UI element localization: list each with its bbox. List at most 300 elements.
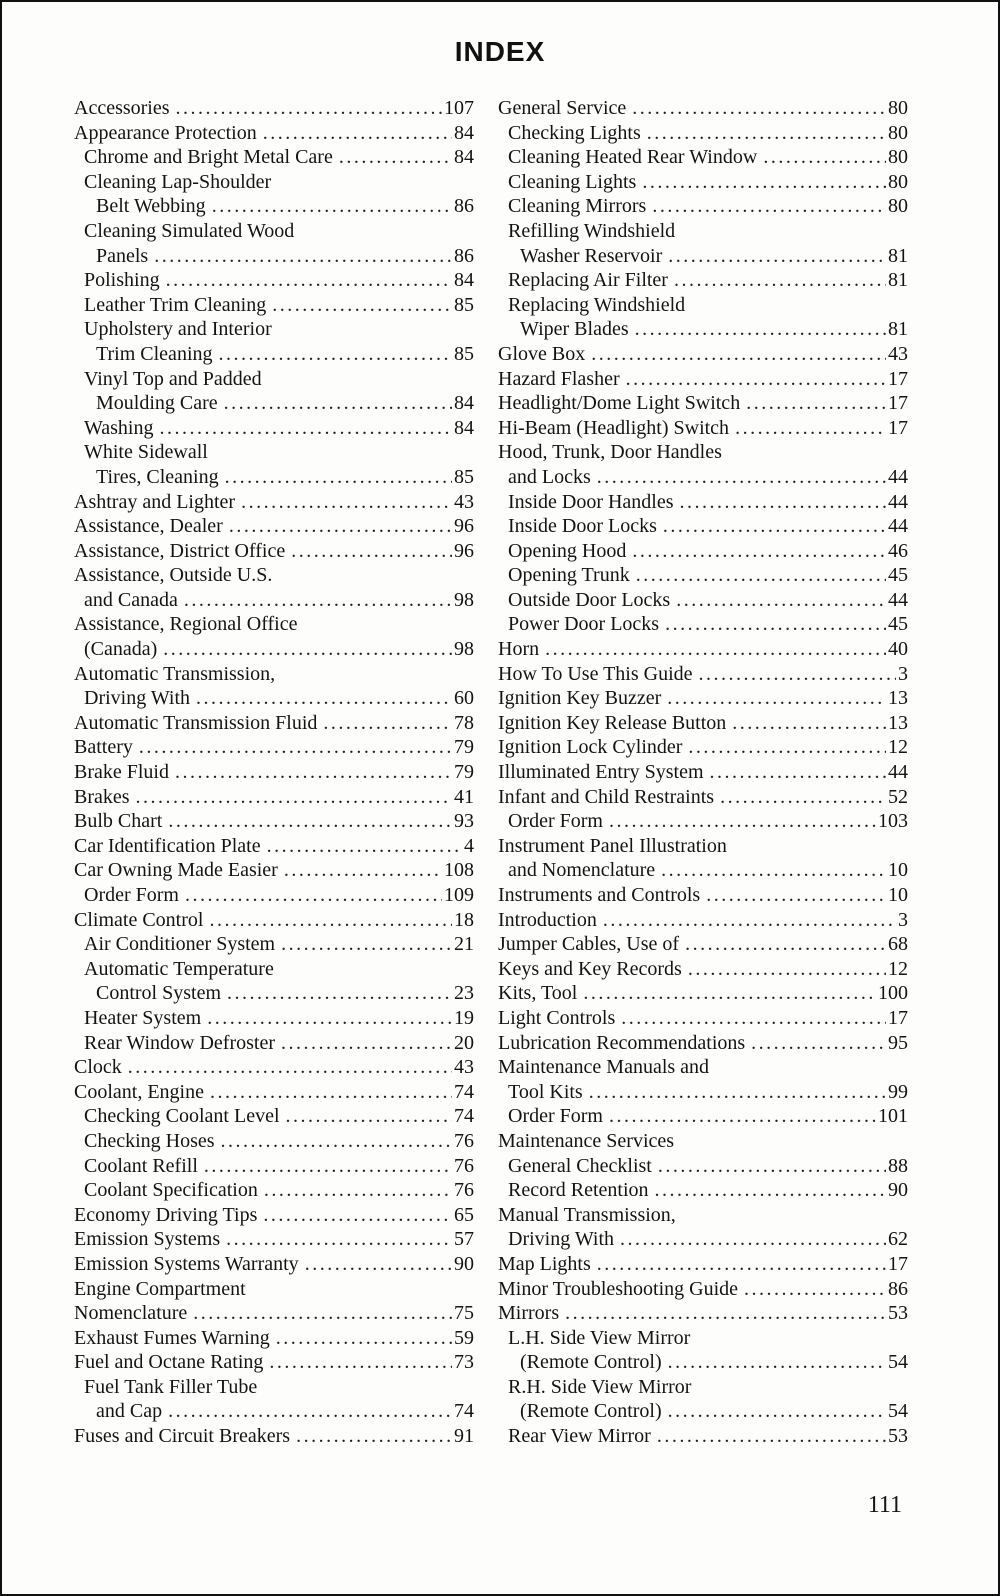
index-entry-page: 101 — [878, 1105, 908, 1128]
dot-leader — [589, 1080, 886, 1105]
index-entry — [74, 440, 474, 465]
index-entry-label: Climate Control — [74, 908, 204, 931]
index-entry — [498, 686, 908, 711]
index-entry — [74, 1129, 474, 1154]
index-entry-label: General Service — [498, 97, 627, 119]
index-entry-page: 81 — [888, 318, 908, 341]
index-entry-page: 13 — [888, 711, 908, 734]
index-entry — [498, 1080, 908, 1105]
index-entry-page: 44 — [888, 465, 908, 488]
index-entry-label: Fuses and Circuit Breakers — [74, 1425, 291, 1448]
dot-leader — [136, 785, 452, 810]
index-entry-label: Rear Window Defroster — [84, 1031, 275, 1054]
index-entry-page: 53 — [888, 1302, 908, 1325]
index-entry-label: Automatic Transmission, — [74, 662, 276, 685]
index-entry-page: 74 — [454, 1105, 474, 1128]
index-entry — [74, 145, 474, 170]
index-entry — [498, 1154, 908, 1179]
index-entry-label: Order Form — [508, 810, 603, 833]
index-entry-page: 74 — [454, 1080, 474, 1103]
dot-leader — [224, 391, 452, 416]
index-entry-label: Mirrors — [498, 1302, 560, 1325]
index-entry-page: 13 — [888, 687, 908, 710]
index-entry-label: Economy Driving Tips — [74, 1203, 258, 1226]
dot-leader — [597, 1252, 886, 1277]
index-entry — [498, 367, 908, 392]
index-entry-label: Washer Reservoir — [520, 244, 663, 267]
index-entry — [498, 1277, 908, 1302]
index-entry-label: Rear View Mirror — [508, 1425, 651, 1448]
index-entry-label: Driving With — [508, 1228, 615, 1251]
dot-leader — [720, 785, 886, 810]
dot-leader — [609, 1104, 876, 1129]
index-entry — [74, 637, 474, 662]
index-entry — [498, 760, 908, 785]
index-entry-label: Keys and Key Records — [498, 957, 682, 980]
index-entry-label: Fuel Tank Filler Tube — [84, 1375, 258, 1398]
dot-leader — [269, 1350, 452, 1375]
index-entry — [74, 957, 474, 982]
dot-leader — [284, 858, 442, 883]
dot-leader — [281, 932, 452, 957]
index-entry — [498, 932, 908, 957]
dot-leader — [668, 1399, 886, 1424]
index-entry-page: 98 — [454, 638, 474, 661]
index-entry — [498, 785, 908, 810]
dot-leader — [674, 268, 886, 293]
index-entry-label: L.H. Side View Mirror — [508, 1326, 691, 1349]
index-entry-label: (Remote Control) — [520, 1351, 662, 1374]
index-entry-label: Glove Box — [498, 342, 586, 365]
index-entry-label: Hi-Beam (Headlight) Switch — [498, 416, 730, 439]
index-entry-label: Trim Cleaning — [96, 342, 213, 365]
index-entry-page: 96 — [454, 515, 474, 538]
index-entry-page: 88 — [888, 1154, 908, 1177]
index-entry-page: 74 — [454, 1400, 474, 1423]
dot-leader — [281, 1031, 452, 1056]
index-entry-page: 54 — [888, 1400, 908, 1423]
dot-leader — [699, 662, 896, 687]
index-entry-page: 43 — [888, 342, 908, 365]
index-entry — [74, 1006, 474, 1031]
dot-leader — [657, 1424, 886, 1449]
index-entry — [498, 268, 908, 293]
index-entry — [74, 981, 474, 1006]
dot-leader — [168, 809, 452, 834]
index-entry — [74, 662, 474, 687]
index-entry-label: Checking Hoses — [84, 1129, 215, 1152]
dot-leader — [219, 342, 453, 367]
index-entry-page: 86 — [454, 195, 474, 218]
dot-leader — [735, 416, 886, 441]
dot-leader — [176, 96, 442, 121]
index-entry — [498, 219, 908, 244]
index-entry — [74, 96, 474, 121]
index-entry-label: Battery — [74, 736, 133, 759]
index-entry-page: 41 — [454, 785, 474, 808]
index-entry — [498, 1031, 908, 1056]
index-entry-label: Coolant Specification — [84, 1179, 258, 1202]
index-entry-page: 96 — [454, 539, 474, 562]
index-entry-page: 85 — [454, 293, 474, 316]
index-entry — [74, 342, 474, 367]
dot-leader — [667, 686, 886, 711]
index-entry-label: Horn — [498, 638, 540, 661]
index-entry-label: Assistance, Regional Office — [74, 613, 298, 636]
index-entry-label: Coolant Refill — [84, 1154, 198, 1177]
index-entry-label: Automatic Temperature — [84, 957, 274, 980]
dot-leader — [609, 809, 876, 834]
dot-leader — [267, 834, 462, 859]
index-entry-page: 91 — [454, 1425, 474, 1448]
dot-leader — [166, 268, 452, 293]
index-entry — [74, 268, 474, 293]
index-entry — [74, 514, 474, 539]
index-entry-page: 76 — [454, 1129, 474, 1152]
index-entry-page: 73 — [454, 1351, 474, 1374]
index-entry — [74, 367, 474, 392]
dot-leader — [184, 588, 452, 613]
dot-leader — [209, 908, 452, 933]
dot-leader — [296, 1424, 452, 1449]
index-entry-label: Checking Lights — [508, 121, 641, 144]
dot-leader — [763, 145, 886, 170]
dot-leader — [732, 711, 886, 736]
index-entry-label: Air Conditioner System — [84, 933, 276, 956]
index-entry-page: 40 — [888, 638, 908, 661]
index-entry — [74, 858, 474, 883]
dot-leader — [241, 490, 452, 515]
index-entry-label: Maintenance Services — [498, 1129, 675, 1152]
index-entry-label: Infant and Child Restraints — [498, 785, 715, 808]
index-entry-label: Emission Systems Warranty — [74, 1252, 299, 1275]
dot-leader — [185, 883, 442, 908]
dot-leader — [635, 317, 886, 342]
index-entry-page: 93 — [454, 810, 474, 833]
index-entry — [498, 1375, 908, 1400]
index-entry-label: Upholstery and Interior — [84, 318, 272, 341]
dot-leader — [668, 244, 886, 269]
dot-leader — [688, 735, 886, 760]
index-entry-page: 3 — [898, 662, 908, 685]
index-entry — [74, 1375, 474, 1400]
dot-leader — [621, 1006, 886, 1031]
index-entry — [498, 1203, 908, 1228]
index-entry-label: Cleaning Mirrors — [508, 195, 647, 218]
index-entry — [74, 194, 474, 219]
index-entry — [498, 514, 908, 539]
index-entry-page: 23 — [454, 982, 474, 1005]
dot-leader — [706, 883, 886, 908]
index-entry — [498, 1252, 908, 1277]
index-entry-page: 84 — [454, 269, 474, 292]
index-entry — [498, 834, 908, 859]
index-entry-page: 44 — [888, 588, 908, 611]
index-entry-page: 100 — [878, 982, 908, 1005]
index-entry — [498, 1178, 908, 1203]
dot-leader — [154, 244, 452, 269]
dot-leader — [751, 1031, 886, 1056]
index-entry-label: Inside Door Locks — [508, 515, 657, 538]
index-entry-page: 59 — [454, 1326, 474, 1349]
index-entry-label: Leather Trim Cleaning — [84, 293, 267, 316]
index-entry-label: Cleaning Lights — [508, 170, 637, 193]
index-entry-label: Cleaning Simulated Wood — [84, 219, 295, 242]
dot-leader — [263, 1203, 452, 1228]
index-entry — [498, 711, 908, 736]
index-entry-page: 17 — [888, 416, 908, 439]
dot-leader — [229, 514, 452, 539]
index-entry — [498, 293, 908, 318]
index-entry — [498, 883, 908, 908]
index-entry — [498, 1424, 908, 1449]
index-entry-label: Lubrication Recommendations — [498, 1031, 746, 1054]
index-entry-page: 45 — [888, 564, 908, 587]
index-entry-page: 86 — [454, 244, 474, 267]
index-entry — [498, 908, 908, 933]
dot-leader — [139, 735, 452, 760]
index-entry-label: Clock — [74, 1056, 122, 1079]
index-entry — [498, 1227, 908, 1252]
index-entry-page: 80 — [888, 170, 908, 193]
dot-leader — [263, 121, 452, 146]
page-title: INDEX — [454, 36, 546, 67]
index-entry — [74, 1154, 474, 1179]
dot-leader — [591, 342, 886, 367]
index-entry — [74, 834, 474, 859]
index-entry-label: Outside Door Locks — [508, 588, 671, 611]
index-entry-page: 81 — [888, 269, 908, 292]
index-entry — [498, 1055, 908, 1080]
index-entry-label: Tool Kits — [508, 1080, 583, 1103]
index-entry-label: Inside Door Handles — [508, 490, 674, 513]
index-entry-label: Headlight/Dome Light Switch — [498, 392, 741, 415]
index-entry-label: Ignition Key Buzzer — [498, 687, 662, 710]
index-entry-label: Wiper Blades — [520, 318, 629, 341]
index-entry-page: 3 — [898, 908, 908, 931]
dot-leader — [658, 1154, 886, 1179]
dot-leader — [663, 514, 886, 539]
dot-leader — [583, 981, 876, 1006]
index-entry — [74, 711, 474, 736]
index-entry-label: Exhaust Fumes Warning — [74, 1326, 270, 1349]
index-entry — [74, 612, 474, 637]
dot-leader — [626, 367, 886, 392]
index-entry-label: Illuminated Entry System — [498, 761, 704, 784]
dot-leader — [225, 465, 452, 490]
index-entry — [74, 1178, 474, 1203]
dot-leader — [264, 1178, 452, 1203]
dot-leader — [276, 1326, 452, 1351]
index-entry-page: 99 — [888, 1080, 908, 1103]
index-entry-label: Opening Hood — [508, 539, 627, 562]
index-entry-label: Ignition Lock Cylinder — [498, 736, 683, 759]
index-entry — [74, 539, 474, 564]
index-entry-page: 4 — [464, 834, 474, 857]
index-entry — [74, 932, 474, 957]
index-entry — [74, 170, 474, 195]
index-entry — [498, 858, 908, 883]
dot-leader — [655, 1178, 886, 1203]
index-entry-label: Maintenance Manuals and — [498, 1056, 710, 1079]
index-entry-page: 20 — [454, 1031, 474, 1054]
dot-leader — [193, 1301, 452, 1326]
index-entry — [498, 391, 908, 416]
index-entry-label: Brake Fluid — [74, 761, 169, 784]
index-entry-label: Driving With — [84, 687, 191, 710]
index-entry-label: and Nomenclature — [508, 859, 656, 882]
dot-leader — [680, 490, 886, 515]
index-entry-page: 86 — [888, 1277, 908, 1300]
index-entry-label: Order Form — [84, 884, 179, 906]
index-entry-label: General Checklist — [508, 1154, 652, 1177]
index-entry-label: Cleaning Lap-Shoulder — [84, 170, 272, 193]
index-entry — [74, 317, 474, 342]
index-entry — [74, 1055, 474, 1080]
index-entry — [498, 244, 908, 269]
index-entry — [74, 1227, 474, 1252]
dot-leader — [227, 981, 452, 1006]
dot-leader — [128, 1055, 452, 1080]
index-entry-label: Control System — [96, 982, 222, 1005]
index-entry-page: 53 — [888, 1425, 908, 1448]
index-entry-label: Map Lights — [498, 1252, 591, 1275]
index-entry-page: 78 — [454, 711, 474, 734]
index-entry — [498, 981, 908, 1006]
index-entry — [498, 170, 908, 195]
dot-leader — [565, 1301, 886, 1326]
index-entry-page: 17 — [888, 1006, 908, 1029]
index-entry-label: Assistance, Dealer — [74, 515, 223, 538]
dot-leader — [632, 539, 886, 564]
index-entry — [498, 1104, 908, 1129]
index-entry-page: 17 — [888, 392, 908, 415]
dot-leader — [221, 1129, 452, 1154]
index-entry — [498, 1399, 908, 1424]
index-entry-page: 76 — [454, 1179, 474, 1202]
index-entry-page: 90 — [454, 1252, 474, 1275]
index-entry-label: Car Owning Made Easier — [74, 859, 278, 882]
index-entry — [74, 760, 474, 785]
index-entry-label: Jumper Cables, Use of — [498, 933, 680, 956]
index-entry-page: 10 — [888, 859, 908, 882]
index-entry-label: Power Door Locks — [508, 613, 660, 636]
index-entry-label: Kits, Tool — [498, 982, 578, 1005]
index-entry-label: Vinyl Top and Padded — [84, 367, 262, 390]
index-entry-page: 44 — [888, 761, 908, 784]
index-entry-page: 84 — [454, 146, 474, 169]
index-entry — [498, 588, 908, 613]
index-column-left — [74, 96, 474, 1449]
index-entry-page: 98 — [454, 588, 474, 611]
dot-leader — [597, 465, 886, 490]
index-entry — [498, 416, 908, 441]
index-entry-page: 44 — [888, 490, 908, 513]
index-entry — [498, 490, 908, 515]
index-entry-label: and Canada — [84, 588, 178, 611]
index-entry-label: Assistance, District Office — [74, 539, 286, 562]
dot-leader — [642, 170, 886, 195]
index-entry — [74, 809, 474, 834]
index-entry — [74, 785, 474, 810]
index-entry — [498, 194, 908, 219]
index-entry-label: Light Controls — [498, 1006, 616, 1029]
index-entry-page: 17 — [888, 367, 908, 390]
dot-leader — [668, 1350, 886, 1375]
index-entry-page: 79 — [454, 736, 474, 759]
index-entry-page: 109 — [444, 884, 474, 906]
index-entry-label: Hazard Flasher — [498, 367, 620, 390]
index-entry — [74, 883, 474, 908]
index-entry-label: Manual Transmission, — [498, 1203, 676, 1226]
index-entry-label: Instrument Panel Illustration — [498, 834, 727, 857]
index-entry-label: Checking Coolant Level — [84, 1105, 280, 1128]
index-entry-page: 10 — [888, 884, 908, 906]
index-entry — [74, 1350, 474, 1375]
index-entry — [74, 121, 474, 146]
index-entry-page: 65 — [454, 1203, 474, 1226]
index-entry-page: 84 — [454, 121, 474, 144]
index-entry-label: Introduction — [498, 908, 597, 931]
index-entry-page: 85 — [454, 465, 474, 488]
index-entry — [498, 563, 908, 588]
index-entry-page: 21 — [454, 933, 474, 956]
dot-leader — [744, 1277, 886, 1302]
index-entry-label: Nomenclature — [74, 1302, 188, 1325]
index-entry-page: 84 — [454, 416, 474, 439]
index-entry-page: 75 — [454, 1302, 474, 1325]
dot-leader — [661, 858, 886, 883]
index-entry-page: 44 — [888, 515, 908, 538]
dot-leader — [323, 711, 452, 736]
index-entry-page: 46 — [888, 539, 908, 562]
index-entry — [74, 416, 474, 441]
dot-leader — [163, 637, 452, 662]
index-entry — [74, 908, 474, 933]
index-column-right — [498, 96, 908, 1449]
index-entry-label: Emission Systems — [74, 1228, 221, 1251]
index-entry-page: 12 — [888, 957, 908, 980]
dot-leader — [175, 760, 452, 785]
index-entry-page: 54 — [888, 1351, 908, 1374]
dot-leader — [603, 908, 896, 933]
index-entry-label: Replacing Windshield — [508, 293, 686, 316]
index-entry-page: 103 — [878, 810, 908, 833]
dot-leader — [226, 1227, 452, 1252]
index-entry-page: 12 — [888, 736, 908, 759]
index-entry — [74, 1203, 474, 1228]
index-entry — [498, 1326, 908, 1351]
index-entry-label: Automatic Transmission Fluid — [74, 711, 318, 734]
dot-leader — [685, 932, 886, 957]
index-entry-label: Polishing — [84, 269, 160, 292]
index-entry-label: and Cap — [96, 1400, 163, 1423]
index-entry-label: Coolant, Engine — [74, 1080, 204, 1103]
index-entry — [74, 1104, 474, 1129]
index-entry-page: 76 — [454, 1154, 474, 1177]
index-entry-page: 43 — [454, 1056, 474, 1079]
index-entry-page: 62 — [888, 1228, 908, 1251]
dot-leader — [632, 96, 886, 121]
index-entry — [74, 735, 474, 760]
index-entry-page: 85 — [454, 342, 474, 365]
index-entry — [498, 612, 908, 637]
index-entry — [74, 391, 474, 416]
index-entry-label: Car Identification Plate — [74, 834, 261, 857]
index-entry — [498, 1350, 908, 1375]
index-entry — [74, 1252, 474, 1277]
index-entry-label: Brakes — [74, 785, 130, 808]
